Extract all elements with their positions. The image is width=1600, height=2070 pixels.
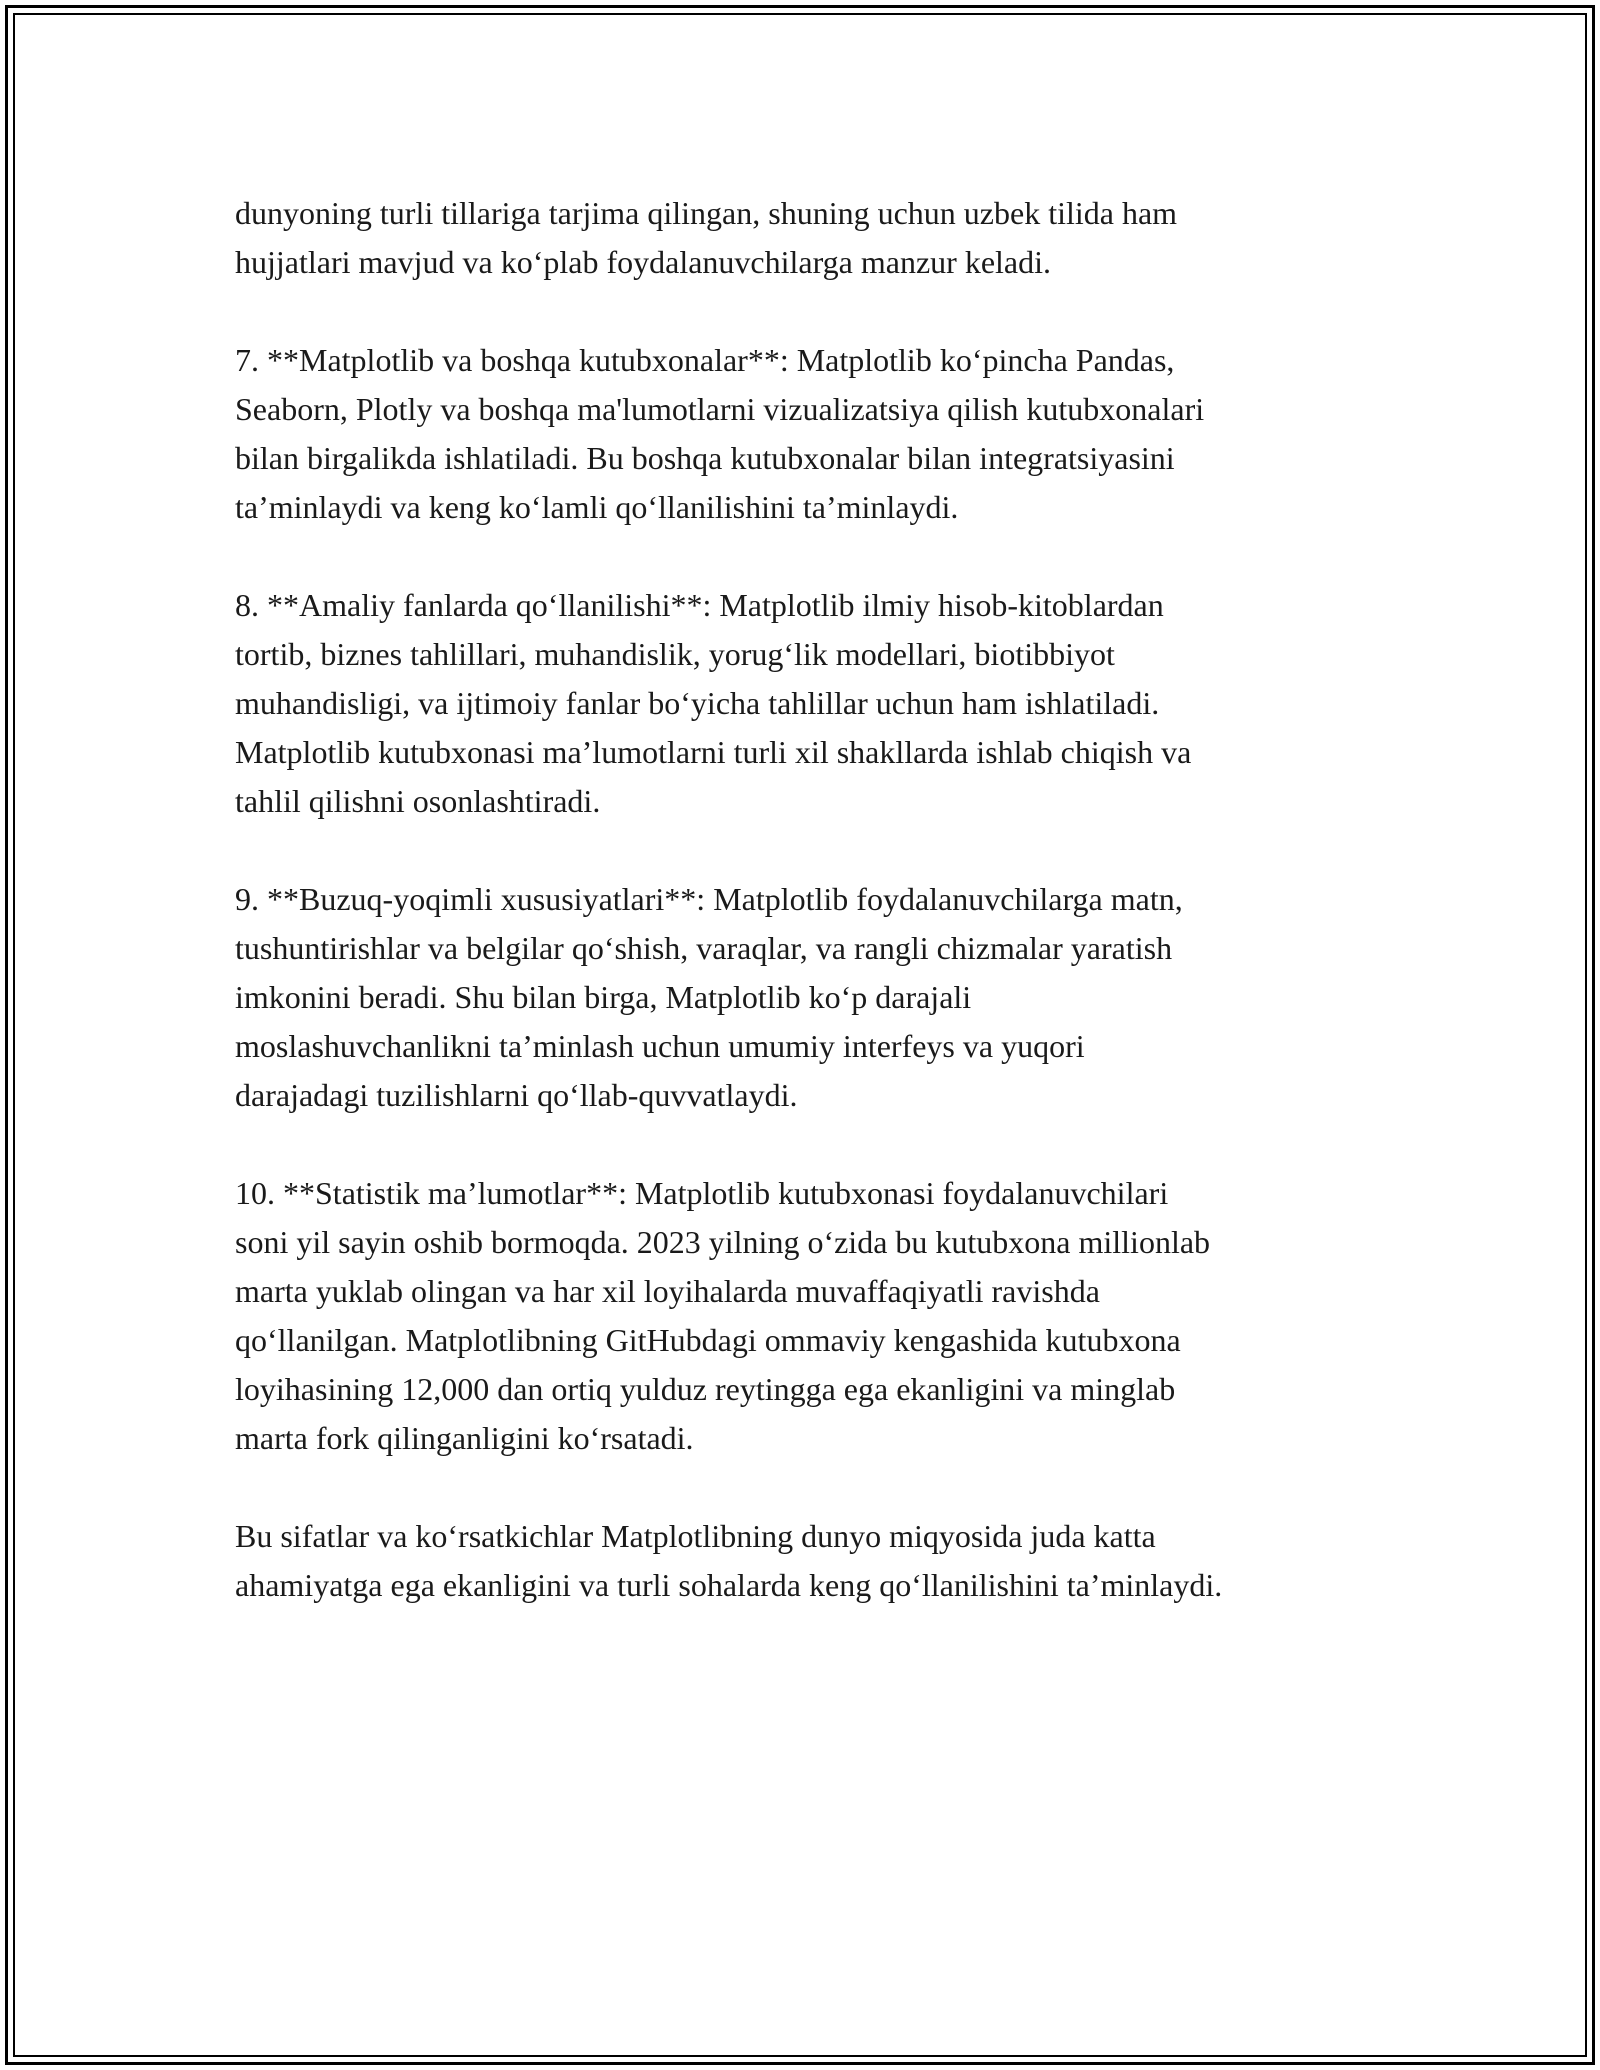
text-line: qo‘llanilgan. Matplotlibning GitHubdagi ommaviy kengashida kutubxona — [235, 1322, 1181, 1358]
text-line: tahlil qilishni osonlashtiradi. — [235, 783, 601, 819]
text-line: imkonini beradi. Shu bilan birga, Matplotlib ko‘p darajali — [235, 979, 972, 1015]
text-line: tortib, biznes tahlillari, muhandislik, yorug‘lik modellari, biotibbiyot — [235, 636, 1115, 672]
text-line: loyihasining 12,000 dan ortiq yulduz reytingga ega ekanligini va minglab — [235, 1371, 1176, 1407]
text-line: Bu sifatlar va ko‘rsatkichlar Matplotlibning dunyo miqyosida juda katta — [235, 1518, 1156, 1554]
text-line: 7. **Matplotlib va boshqa kutubxonalar**: Matplotlib ko‘pincha Pandas, — [235, 342, 1175, 378]
text-line: ta’minlaydi va keng ko‘lamli qo‘llanilishini ta’minlaydi. — [235, 489, 959, 525]
text-line: 10. **Statistik ma’lumotlar**: Matplotlib kutubxonasi foydalanuvchilari — [235, 1175, 1169, 1211]
paragraph-item-8 — [235, 581, 1415, 826]
text-line: dunyoning turli tillariga tarjima qilingan, shuning uchun uzbek tilida ham — [235, 195, 1178, 231]
document-body — [235, 189, 1415, 1659]
text-line: bilan birgalikda ishlatiladi. Bu boshqa kutubxonalar bilan integratsiyasini — [235, 440, 1175, 476]
paragraph-item-7 — [235, 336, 1415, 532]
paragraph-item-10 — [235, 1169, 1415, 1463]
text-line: darajadagi tuzilishlarni qo‘llab-quvvatlaydi. — [235, 1077, 798, 1113]
paragraph-translation-note — [235, 189, 1415, 287]
paragraph-conclusion — [235, 1512, 1415, 1610]
text-line: tushuntirishlar va belgilar qo‘shish, varaqlar, va rangli chizmalar yaratish — [235, 930, 1173, 966]
text-line: marta fork qilinganligini ko‘rsatadi. — [235, 1420, 694, 1456]
text-line: moslashuvchanlikni ta’minlash uchun umumiy interfeys va yuqori — [235, 1028, 1085, 1064]
text-line: soni yil sayin oshib bormoqda. 2023 yilning o‘zida bu kutubxona millionlab — [235, 1224, 1211, 1260]
text-line: Seaborn, Plotly va boshqa ma'lumotlarni vizualizatsiya qilish kutubxonalari — [235, 391, 1205, 427]
text-line: muhandisligi, va ijtimoiy fanlar bo‘yicha tahlillar uchun ham ishlatiladi. — [235, 685, 1160, 721]
paragraph-item-9 — [235, 875, 1415, 1120]
text-line: marta yuklab olingan va har xil loyihalarda muvaffaqiyatli ravishda — [235, 1273, 1100, 1309]
text-line: 8. **Amaliy fanlarda qo‘llanilishi**: Matplotlib ilmiy hisob-kitoblardan — [235, 587, 1164, 623]
text-line: Matplotlib kutubxonasi ma’lumotlarni turli xil shakllarda ishlab chiqish va — [235, 734, 1192, 770]
text-line: hujjatlari mavjud va ko‘plab foydalanuvchilarga manzur keladi. — [235, 244, 1052, 280]
text-line: 9. **Buzuq-yoqimli xususiyatlari**: Matplotlib foydalanuvchilarga matn, — [235, 881, 1183, 917]
text-line: ahamiyatga ega ekanligini va turli sohalarda keng qo‘llanilishini ta’minlaydi. — [235, 1567, 1223, 1603]
